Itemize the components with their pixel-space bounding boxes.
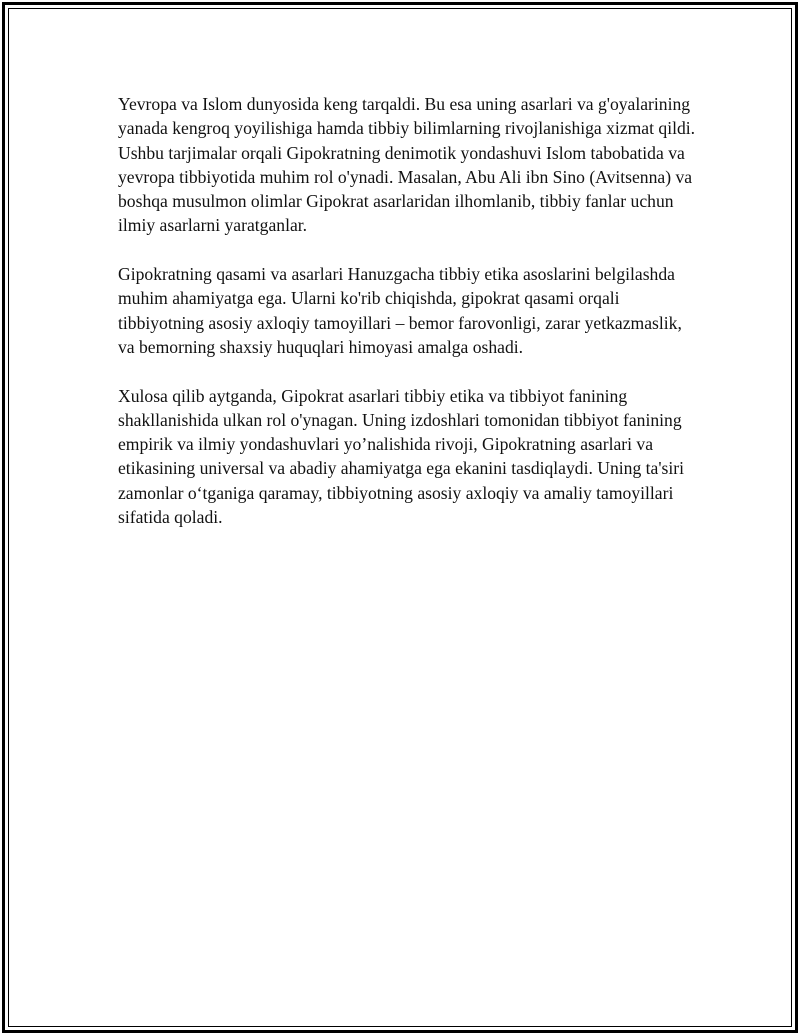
paragraph-1: Yevropa va Islom dunyosida keng tarqaldi. Bu esa uning asarlari va g'oyalarining yanada kengroq yoyilishiga hamda tibbiy bilimlarning rivojlanishiga xizmat qildi. Ushbu tarjimalar orqali Gipokratning denimotik yondashuvi Islom tabobatida va yevropa tibbiyotida muhim rol o'ynadi. Masalan, Abu Ali ibn Sino (Avitsenna) va boshqa musulmon olimlar Gipokrat asarlaridan ilhomlanib, tibbiy fanlar uchun ilmiy asarlarni yaratganlar.	[118, 94, 696, 236]
document-body	[118, 92, 698, 554]
paragraph-3: Xulosa qilib aytganda, Gipokrat asarlari tibbiy etika va tibbiyot fanining shakllanishida ulkan rol o'ynagan. Uning izdoshlari tomonidan tibbiyot fanining empirik va ilmiy yondashuvlari yo’nalishida rivoji, Gipokratning asarlari va etikasining universal va abadiy ahamiyatga ega ekanini tasdiqlaydi. Uning ta'siri zamonlar o‘tganiga qaramay, tibbiyotning asosiy axloqiy va amaliy tamoyillari sifatida qoladi.	[118, 385, 685, 528]
paragraph-2: Gipokratning qasami va asarlari Hanuzgacha tibbiy etika asoslarini belgilashda muhim ahamiyatga ega. Ularni ko'rib chiqishda, gipokrat qasami orqali tibbiyotning asosiy axloqiy tamoyillari – bemor farovonligi, zarar yetkazmaslik, va bemorning shaxsiy huquqlari himoyasi amalga oshadi.	[118, 264, 682, 357]
